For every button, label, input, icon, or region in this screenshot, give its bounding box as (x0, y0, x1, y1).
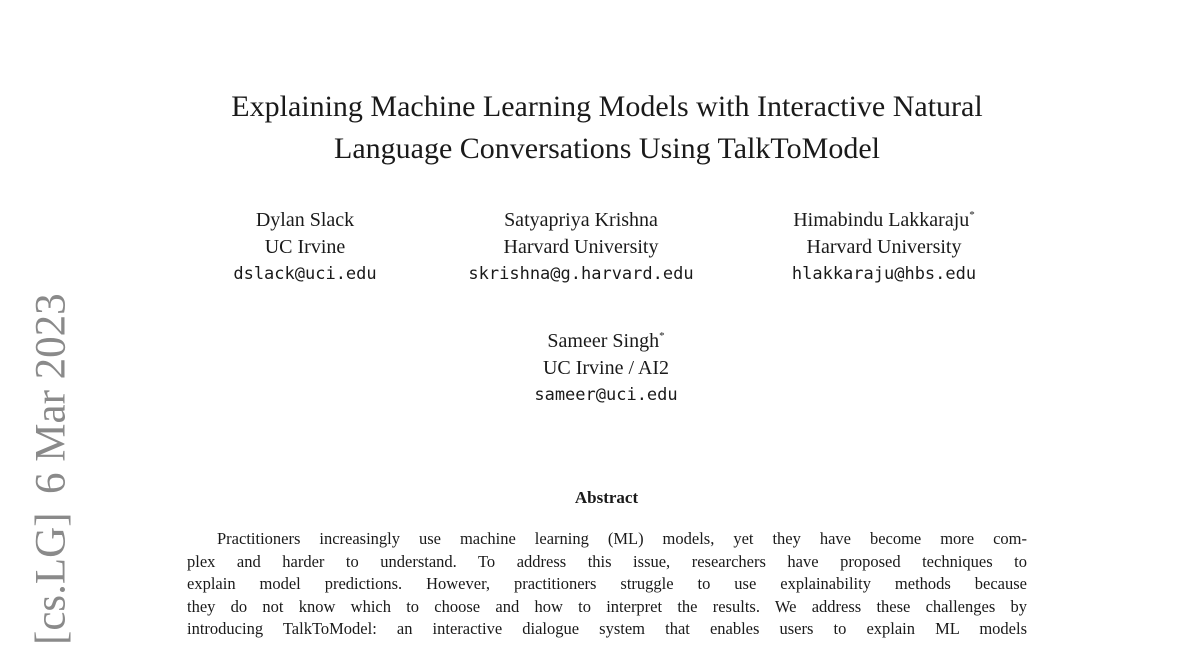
author-affiliation: UC Irvine (264, 236, 346, 258)
author-affiliation: UC Irvine / AI2 (542, 357, 670, 379)
arxiv-category: [cs.LG] (27, 512, 75, 645)
author-block (752, 202, 1016, 288)
author-name: Dylan Slack (255, 209, 355, 231)
author-affiliation: Harvard University (503, 236, 659, 258)
author-affiliation: Harvard University (806, 236, 962, 258)
title-line-1: Explaining Machine Learning Models with Interactive Natural (231, 90, 983, 123)
author-name: Satyapriya Krishna (504, 209, 658, 231)
author-email: dslack@uci.edu (233, 264, 377, 284)
abstract-body (187, 528, 1027, 641)
author-email: sameer@uci.edu (534, 385, 678, 405)
author-name: Himabindu Lakkaraju* (793, 209, 975, 231)
abstract-line: they do not know which to choose and how to interpret the results. We address these challenges by (187, 596, 1027, 616)
arxiv-side-stamp (20, 293, 82, 645)
title-line-2: Language Conversations Using TalkToModel (334, 132, 880, 165)
author-block (200, 202, 410, 288)
abstract-line: introducing TalkToModel: an interactive dialogue system that enables users to explain ML models (187, 619, 1027, 638)
author-email: skrishna@g.harvard.edu (468, 264, 694, 284)
abstract-heading: Abstract (574, 488, 639, 507)
abstract-line: explain model predictions. However, practitioners struggle to use explainability methods because (187, 574, 1027, 593)
arxiv-date: 6 Mar 2023 (27, 293, 75, 495)
abstract-line: Practitioners increasingly use machine learning (ML) models, yet they have become more com- (217, 529, 1027, 548)
paper-title (152, 86, 1062, 170)
author-block (490, 323, 722, 409)
author-block (440, 202, 722, 288)
author-email: hlakkaraju@hbs.edu (791, 264, 977, 284)
abstract-line: plex and harder to understand. To address this issue, researchers have proposed techniques to (187, 551, 1027, 571)
author-name: Sameer Singh* (547, 330, 665, 352)
